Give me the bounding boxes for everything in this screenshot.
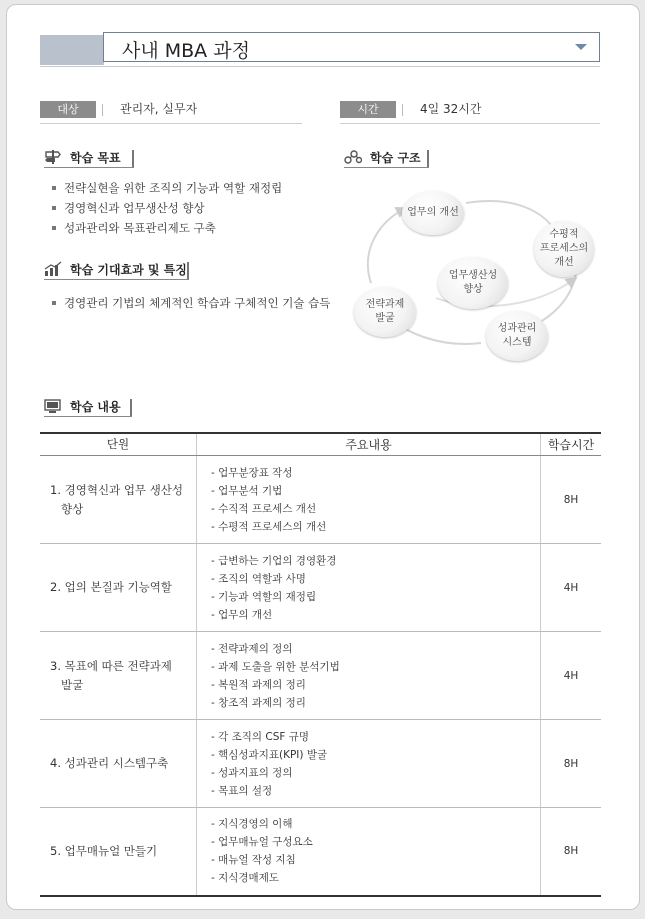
time-value: 4일 32시간 <box>420 102 482 116</box>
divider <box>40 123 302 124</box>
content-line: - 급변하는 기업의 경영환경 <box>211 554 337 567</box>
content-line: - 업무분장표 작성 <box>211 466 293 479</box>
column-header: 주요내용 <box>197 433 541 456</box>
unit-cell: 1. 경영혁신과 업무 생산성 향상 <box>40 456 197 544</box>
heading-underline <box>44 279 189 280</box>
content-cell <box>197 456 541 544</box>
content-line: - 매뉴얼 작성 지침 <box>211 854 296 867</box>
unit-cell: 3. 목표에 따른 전략과제 발굴 <box>40 632 197 720</box>
content-table <box>40 432 601 897</box>
heading-bar <box>187 262 189 279</box>
diagram-node: 전략과제 발굴 <box>354 287 416 337</box>
title-dropdown[interactable] <box>103 32 600 62</box>
target-value: 관리자, 실무자 <box>120 102 198 116</box>
content-line: - 복원적 과제의 정리 <box>211 678 306 691</box>
table-row <box>40 808 601 896</box>
content-cell <box>197 720 541 808</box>
content-cell <box>197 632 541 720</box>
heading-bar <box>132 150 134 167</box>
content-line: - 업무분석 기법 <box>211 484 283 497</box>
column-header: 단원 <box>40 433 197 456</box>
time-tag: 시간 <box>340 101 396 118</box>
divider <box>102 104 103 116</box>
content-heading <box>44 397 132 417</box>
structure-diagram <box>346 183 606 373</box>
network-icon <box>344 149 362 165</box>
column-header: 학습시간 <box>541 433 602 456</box>
table-row <box>40 632 601 720</box>
unit-cell: 4. 성과관리 시스템구축 <box>40 720 197 808</box>
list-item: 전략실현을 위한 조직의 기능과 역할 재정립 <box>50 178 282 198</box>
content-line: - 성과지표의 정의 <box>211 766 293 779</box>
diagram-node: 수평적 프로세스의 개선 <box>534 221 594 277</box>
goals-heading <box>44 148 134 168</box>
effects-list <box>50 293 330 313</box>
content-line: - 업무의 개선 <box>211 608 273 621</box>
content-line: - 기능과 역할의 재정립 <box>211 590 317 603</box>
bar-chart-icon <box>44 261 62 277</box>
hours-cell: 4H <box>541 544 602 632</box>
effects-heading <box>44 260 189 280</box>
content-cell <box>197 544 541 632</box>
content-line: - 지식경매제도 <box>211 872 279 885</box>
structure-heading <box>344 148 429 168</box>
diagram-node: 업무의 개선 <box>402 191 464 235</box>
section-title: 학습 목표 <box>70 151 121 165</box>
section-title: 학습 기대효과 및 특징 <box>70 263 187 277</box>
hours-cell: 4H <box>541 632 602 720</box>
heading-underline <box>44 167 134 168</box>
content-line: - 목표의 설정 <box>211 784 273 797</box>
unit-cell: 2. 업의 본질과 기능역할 <box>40 544 197 632</box>
content-line: - 전략과제의 정의 <box>211 642 293 655</box>
section-title: 학습 내용 <box>70 400 121 414</box>
content-line: - 핵심성과지표(KPI) 발굴 <box>211 748 328 761</box>
diagram-node: 성과관리 시스템 <box>486 311 548 361</box>
heading-underline <box>344 167 429 168</box>
content-cell <box>197 808 541 896</box>
content-line: - 각 조직의 CSF 규명 <box>211 730 310 743</box>
heading-bar <box>130 399 132 416</box>
hours-cell: 8H <box>541 456 602 544</box>
unit-cell: 5. 업무매뉴얼 만들기 <box>40 808 197 896</box>
content-line: - 조직의 역할과 사명 <box>211 572 306 585</box>
goals-list <box>50 178 282 238</box>
time-row <box>340 101 600 123</box>
heading-bar <box>427 150 429 167</box>
section-title: 학습 구조 <box>370 151 421 165</box>
dropdown-arrow-icon[interactable] <box>575 44 587 50</box>
table-row <box>40 456 601 544</box>
hours-cell: 8H <box>541 808 602 896</box>
page-title: 사내 MBA 과정 <box>122 40 250 62</box>
table-row <box>40 720 601 808</box>
target-tag: 대상 <box>40 101 96 118</box>
header-accent-block <box>40 35 104 65</box>
heading-underline <box>44 416 132 417</box>
list-item: 경영혁신과 업무생산성 향상 <box>50 198 282 218</box>
table-header-row <box>40 433 601 456</box>
divider <box>340 123 600 124</box>
list-item: 성과관리와 목표관리제도 구축 <box>50 218 282 238</box>
content-line: - 창조적 과제의 정리 <box>211 696 306 709</box>
divider <box>402 104 403 116</box>
diagram-node: 업무생산성 향상 <box>438 257 508 309</box>
table-row <box>40 544 601 632</box>
monitor-icon <box>44 398 62 414</box>
content-line: - 지식경영의 이해 <box>211 818 293 831</box>
list-item: 경영관리 기법의 체계적인 학습과 구체적인 기술 습득 <box>50 293 330 313</box>
header-divider <box>40 66 600 67</box>
content-line: - 수직적 프로세스 개선 <box>211 502 317 515</box>
content-line: - 업무매뉴얼 구성요소 <box>211 836 313 849</box>
content-line: - 수평적 프로세스의 개선 <box>211 520 327 533</box>
content-line: - 과제 도출을 위한 분석기법 <box>211 660 340 673</box>
hours-cell: 8H <box>541 720 602 808</box>
target-row <box>40 101 302 123</box>
page <box>6 4 640 910</box>
signpost-icon <box>44 149 62 165</box>
